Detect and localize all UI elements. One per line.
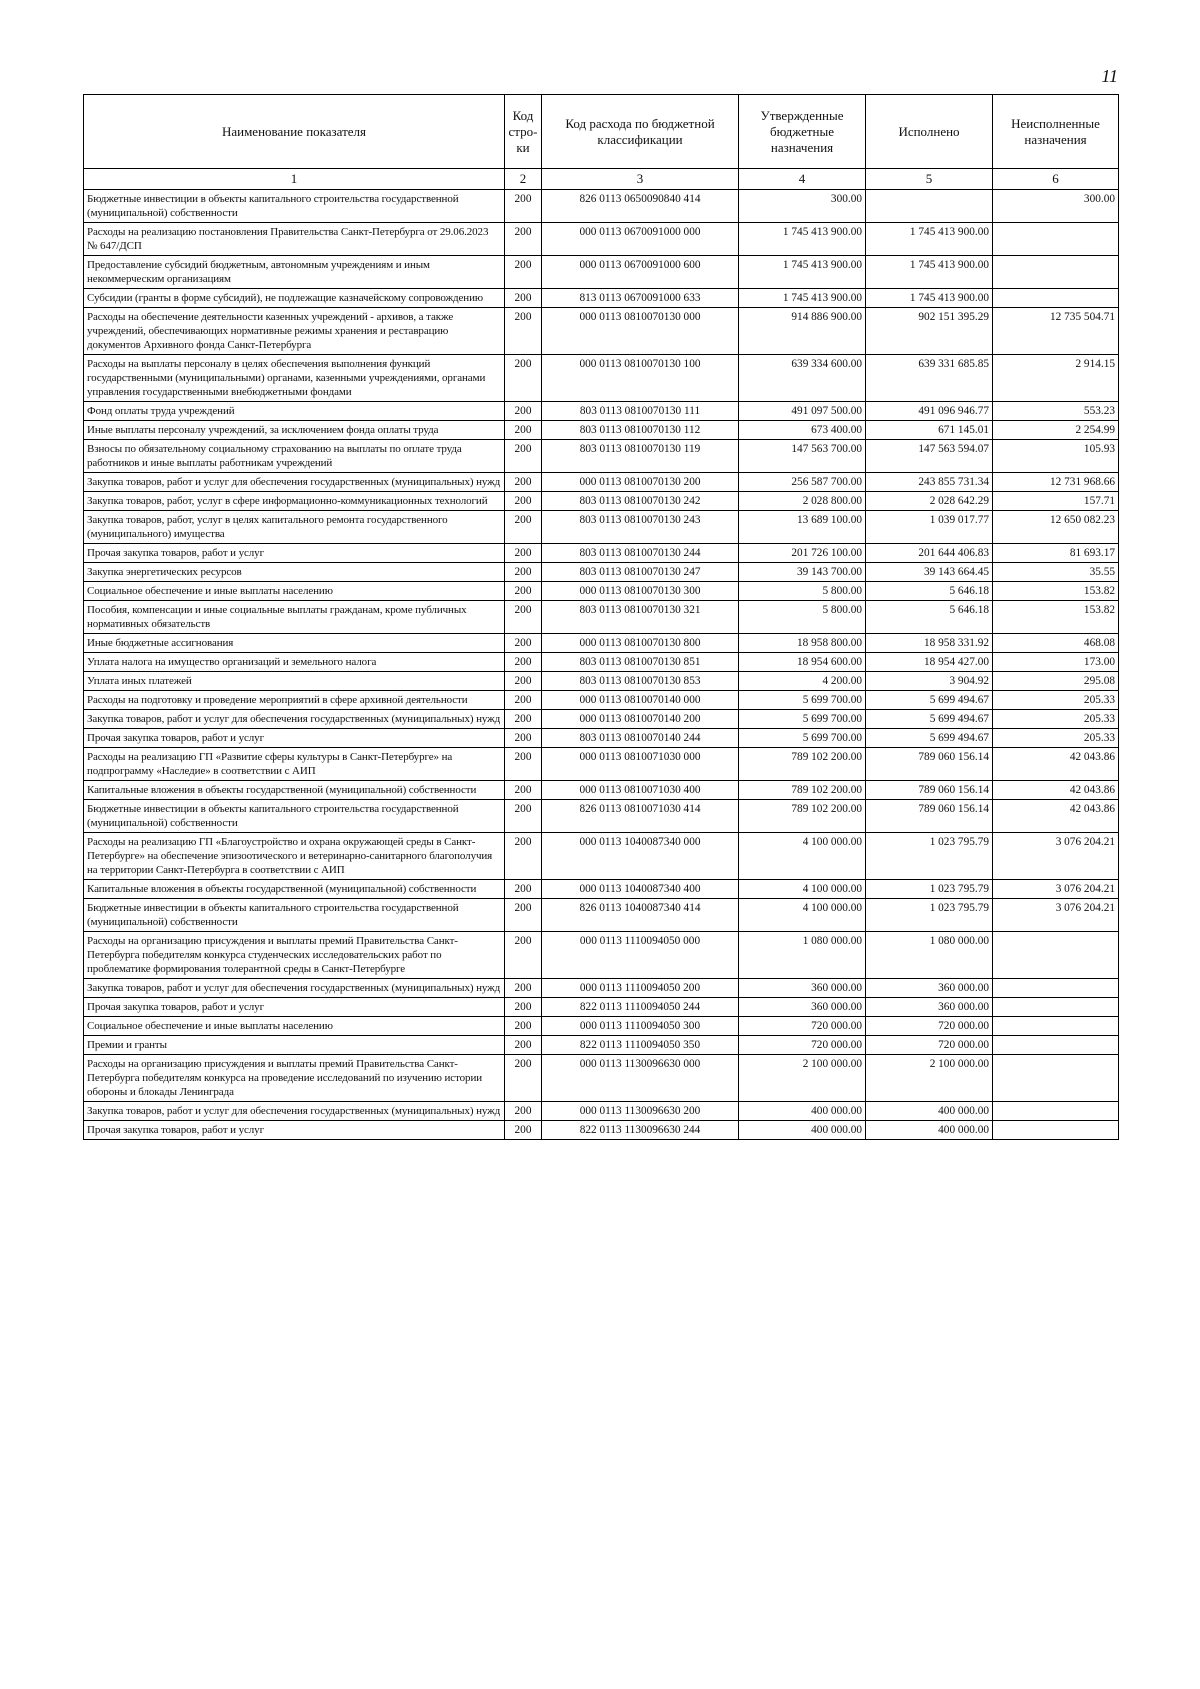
cell-name: Пособия, компенсации и иные социальные выплаты гражданам, кроме публичных нормативных обязательств bbox=[84, 601, 505, 634]
cell-unexecuted bbox=[993, 1055, 1119, 1102]
page-number: 11 bbox=[1101, 66, 1118, 86]
table-row bbox=[84, 1121, 1119, 1140]
cell-approved: 2 100 000.00 bbox=[739, 1055, 866, 1102]
cell-line-code: 200 bbox=[505, 1102, 542, 1121]
cell-budget-code: 000 0113 1110094050 000 bbox=[542, 932, 739, 979]
cell-line-code: 200 bbox=[505, 289, 542, 308]
cell-approved: 720 000.00 bbox=[739, 1036, 866, 1055]
table-row bbox=[84, 190, 1119, 223]
table-row bbox=[84, 998, 1119, 1017]
cell-approved: 2 028 800.00 bbox=[739, 492, 866, 511]
column-number: 5 bbox=[866, 169, 993, 190]
column-number: 3 bbox=[542, 169, 739, 190]
cell-approved: 5 699 700.00 bbox=[739, 729, 866, 748]
cell-approved: 914 886 900.00 bbox=[739, 308, 866, 355]
table-row bbox=[84, 748, 1119, 781]
cell-executed: 1 745 413 900.00 bbox=[866, 223, 993, 256]
cell-line-code: 200 bbox=[505, 1036, 542, 1055]
cell-line-code: 200 bbox=[505, 781, 542, 800]
cell-executed: 639 331 685.85 bbox=[866, 355, 993, 402]
cell-unexecuted: 295.08 bbox=[993, 672, 1119, 691]
cell-approved: 300.00 bbox=[739, 190, 866, 223]
cell-executed: 5 646.18 bbox=[866, 601, 993, 634]
cell-approved: 147 563 700.00 bbox=[739, 440, 866, 473]
cell-budget-code: 000 0113 0670091000 000 bbox=[542, 223, 739, 256]
cell-executed: 18 958 331.92 bbox=[866, 634, 993, 653]
cell-line-code: 200 bbox=[505, 1017, 542, 1036]
cell-unexecuted: 42 043.86 bbox=[993, 748, 1119, 781]
table-row bbox=[84, 402, 1119, 421]
cell-unexecuted: 205.33 bbox=[993, 691, 1119, 710]
column-number: 2 bbox=[505, 169, 542, 190]
cell-name: Закупка товаров, работ и услуг для обеспечения государственных (муниципальных) нужд bbox=[84, 710, 505, 729]
cell-executed: 1 745 413 900.00 bbox=[866, 289, 993, 308]
table-row bbox=[84, 256, 1119, 289]
cell-name: Бюджетные инвестиции в объекты капитального строительства государственной (муниципальной) собственности bbox=[84, 899, 505, 932]
column-number: 6 bbox=[993, 169, 1119, 190]
cell-executed: 720 000.00 bbox=[866, 1036, 993, 1055]
cell-line-code: 200 bbox=[505, 691, 542, 710]
cell-name: Прочая закупка товаров, работ и услуг bbox=[84, 544, 505, 563]
cell-unexecuted bbox=[993, 223, 1119, 256]
cell-line-code: 200 bbox=[505, 899, 542, 932]
header-approved: Утвержденные бюджетные назначения bbox=[739, 95, 866, 169]
cell-executed: 1 745 413 900.00 bbox=[866, 256, 993, 289]
cell-budget-code: 803 0113 0810070130 119 bbox=[542, 440, 739, 473]
cell-line-code: 200 bbox=[505, 1055, 542, 1102]
cell-executed: 5 646.18 bbox=[866, 582, 993, 601]
cell-budget-code: 803 0113 0810070130 242 bbox=[542, 492, 739, 511]
header-line-code: Код стро-ки bbox=[505, 95, 542, 169]
cell-executed: 789 060 156.14 bbox=[866, 800, 993, 833]
cell-unexecuted bbox=[993, 1121, 1119, 1140]
cell-name: Расходы на реализацию ГП «Благоустройство и охрана окружающей среды в Санкт-Петербурге» на обеспечение эпизоотического и ветеринарно-санитарного благополучия на территории Санкт-Петербурга в соответствии с АИП bbox=[84, 833, 505, 880]
cell-unexecuted bbox=[993, 932, 1119, 979]
cell-budget-code: 826 0113 0650090840 414 bbox=[542, 190, 739, 223]
cell-approved: 400 000.00 bbox=[739, 1102, 866, 1121]
cell-executed: 1 039 017.77 bbox=[866, 511, 993, 544]
cell-budget-code: 803 0113 0810070130 244 bbox=[542, 544, 739, 563]
table-row bbox=[84, 1055, 1119, 1102]
cell-executed: 360 000.00 bbox=[866, 998, 993, 1017]
cell-name: Бюджетные инвестиции в объекты капитального строительства государственной (муниципальной) собственности bbox=[84, 190, 505, 223]
column-number: 4 bbox=[739, 169, 866, 190]
table-row bbox=[84, 582, 1119, 601]
cell-budget-code: 813 0113 0670091000 633 bbox=[542, 289, 739, 308]
cell-executed: 5 699 494.67 bbox=[866, 691, 993, 710]
cell-approved: 639 334 600.00 bbox=[739, 355, 866, 402]
cell-approved: 256 587 700.00 bbox=[739, 473, 866, 492]
cell-name: Расходы на выплаты персоналу в целях обеспечения выполнения функций государственными (муниципальными) органами, казенными учреждениями, органами управления государственными внебюджетными фондами bbox=[84, 355, 505, 402]
cell-line-code: 200 bbox=[505, 748, 542, 781]
cell-unexecuted: 2 914.15 bbox=[993, 355, 1119, 402]
cell-unexecuted bbox=[993, 289, 1119, 308]
cell-approved: 789 102 200.00 bbox=[739, 748, 866, 781]
cell-line-code: 200 bbox=[505, 440, 542, 473]
cell-approved: 18 958 800.00 bbox=[739, 634, 866, 653]
cell-name: Закупка энергетических ресурсов bbox=[84, 563, 505, 582]
cell-name: Расходы на организацию присуждения и выплаты премий Правительства Санкт-Петербурга победителям конкурса студенческих исследовательских работ по проблематике формирования толерантной среды в Санкт-Петербурге bbox=[84, 932, 505, 979]
cell-line-code: 200 bbox=[505, 653, 542, 672]
cell-executed: 789 060 156.14 bbox=[866, 781, 993, 800]
cell-unexecuted: 468.08 bbox=[993, 634, 1119, 653]
table-row bbox=[84, 710, 1119, 729]
cell-budget-code: 000 0113 0810070130 800 bbox=[542, 634, 739, 653]
cell-unexecuted: 12 735 504.71 bbox=[993, 308, 1119, 355]
table-row bbox=[84, 563, 1119, 582]
cell-approved: 789 102 200.00 bbox=[739, 800, 866, 833]
cell-budget-code: 000 0113 1110094050 300 bbox=[542, 1017, 739, 1036]
cell-executed: 5 699 494.67 bbox=[866, 710, 993, 729]
cell-approved: 4 100 000.00 bbox=[739, 899, 866, 932]
cell-executed: 400 000.00 bbox=[866, 1102, 993, 1121]
cell-unexecuted: 205.33 bbox=[993, 729, 1119, 748]
table-row bbox=[84, 1017, 1119, 1036]
cell-approved: 5 699 700.00 bbox=[739, 710, 866, 729]
cell-approved: 673 400.00 bbox=[739, 421, 866, 440]
cell-executed: 1 080 000.00 bbox=[866, 932, 993, 979]
table-body bbox=[84, 190, 1119, 1140]
cell-name: Капитальные вложения в объекты государственной (муниципальной) собственности bbox=[84, 880, 505, 899]
cell-approved: 1 080 000.00 bbox=[739, 932, 866, 979]
cell-unexecuted: 3 076 204.21 bbox=[993, 899, 1119, 932]
cell-budget-code: 000 0113 1040087340 000 bbox=[542, 833, 739, 880]
cell-unexecuted: 12 650 082.23 bbox=[993, 511, 1119, 544]
cell-approved: 400 000.00 bbox=[739, 1121, 866, 1140]
cell-budget-code: 826 0113 0810071030 414 bbox=[542, 800, 739, 833]
table-row bbox=[84, 492, 1119, 511]
cell-budget-code: 826 0113 1040087340 414 bbox=[542, 899, 739, 932]
cell-unexecuted bbox=[993, 256, 1119, 289]
table-row bbox=[84, 601, 1119, 634]
cell-approved: 4 100 000.00 bbox=[739, 880, 866, 899]
cell-approved: 18 954 600.00 bbox=[739, 653, 866, 672]
cell-budget-code: 822 0113 1130096630 244 bbox=[542, 1121, 739, 1140]
cell-executed: 1 023 795.79 bbox=[866, 880, 993, 899]
cell-name: Расходы на реализацию ГП «Развитие сферы культуры в Санкт-Петербурге» на подпрограмму «Наследие» в соответствии с АИП bbox=[84, 748, 505, 781]
cell-executed: 2 100 000.00 bbox=[866, 1055, 993, 1102]
cell-unexecuted: 42 043.86 bbox=[993, 781, 1119, 800]
cell-budget-code: 000 0113 0810071030 400 bbox=[542, 781, 739, 800]
cell-executed: 902 151 395.29 bbox=[866, 308, 993, 355]
cell-line-code: 200 bbox=[505, 932, 542, 979]
cell-approved: 1 745 413 900.00 bbox=[739, 289, 866, 308]
cell-unexecuted: 205.33 bbox=[993, 710, 1119, 729]
cell-name: Капитальные вложения в объекты государственной (муниципальной) собственности bbox=[84, 781, 505, 800]
cell-executed: 720 000.00 bbox=[866, 1017, 993, 1036]
cell-unexecuted: 3 076 204.21 bbox=[993, 880, 1119, 899]
cell-budget-code: 822 0113 1110094050 244 bbox=[542, 998, 739, 1017]
cell-budget-code: 803 0113 0810070130 247 bbox=[542, 563, 739, 582]
cell-unexecuted bbox=[993, 1102, 1119, 1121]
cell-line-code: 200 bbox=[505, 601, 542, 634]
cell-line-code: 200 bbox=[505, 544, 542, 563]
table-row bbox=[84, 979, 1119, 998]
cell-line-code: 200 bbox=[505, 223, 542, 256]
cell-line-code: 200 bbox=[505, 833, 542, 880]
cell-unexecuted: 3 076 204.21 bbox=[993, 833, 1119, 880]
cell-executed: 201 644 406.83 bbox=[866, 544, 993, 563]
table-row bbox=[84, 511, 1119, 544]
table-row bbox=[84, 544, 1119, 563]
cell-line-code: 200 bbox=[505, 308, 542, 355]
cell-line-code: 200 bbox=[505, 355, 542, 402]
cell-budget-code: 803 0113 0810070140 244 bbox=[542, 729, 739, 748]
cell-budget-code: 000 0113 1130096630 200 bbox=[542, 1102, 739, 1121]
cell-budget-code: 000 0113 0810070130 300 bbox=[542, 582, 739, 601]
table-row bbox=[84, 899, 1119, 932]
cell-approved: 360 000.00 bbox=[739, 998, 866, 1017]
table-row bbox=[84, 1036, 1119, 1055]
cell-name: Прочая закупка товаров, работ и услуг bbox=[84, 1121, 505, 1140]
cell-name: Расходы на обеспечение деятельности казенных учреждений - архивов, а также учреждений, обеспечивающих нормативные режимы хранения и реставрацию документов Архивного фонда Санкт-Петербурга bbox=[84, 308, 505, 355]
cell-approved: 5 800.00 bbox=[739, 601, 866, 634]
cell-executed: 5 699 494.67 bbox=[866, 729, 993, 748]
header-executed: Исполнено bbox=[866, 95, 993, 169]
cell-unexecuted bbox=[993, 998, 1119, 1017]
table-row bbox=[84, 308, 1119, 355]
cell-executed: 491 096 946.77 bbox=[866, 402, 993, 421]
cell-unexecuted: 105.93 bbox=[993, 440, 1119, 473]
cell-line-code: 200 bbox=[505, 1121, 542, 1140]
cell-line-code: 200 bbox=[505, 634, 542, 653]
cell-budget-code: 000 0113 0810070140 200 bbox=[542, 710, 739, 729]
cell-unexecuted: 153.82 bbox=[993, 582, 1119, 601]
cell-name: Бюджетные инвестиции в объекты капитального строительства государственной (муниципальной) собственности bbox=[84, 800, 505, 833]
header-name: Наименование показателя bbox=[84, 95, 505, 169]
cell-line-code: 200 bbox=[505, 402, 542, 421]
cell-name: Закупка товаров, работ и услуг для обеспечения государственных (муниципальных) нужд bbox=[84, 1102, 505, 1121]
table-row bbox=[84, 932, 1119, 979]
table-row bbox=[84, 800, 1119, 833]
cell-executed: 789 060 156.14 bbox=[866, 748, 993, 781]
cell-line-code: 200 bbox=[505, 190, 542, 223]
cell-name: Прочая закупка товаров, работ и услуг bbox=[84, 729, 505, 748]
cell-name: Уплата налога на имущество организаций и земельного налога bbox=[84, 653, 505, 672]
cell-approved: 201 726 100.00 bbox=[739, 544, 866, 563]
cell-name: Закупка товаров, работ, услуг в целях капитального ремонта государственного (муниципального) имущества bbox=[84, 511, 505, 544]
table-row bbox=[84, 880, 1119, 899]
budget-report-table bbox=[83, 94, 1119, 1140]
cell-name: Уплата иных платежей bbox=[84, 672, 505, 691]
table-row bbox=[84, 473, 1119, 492]
cell-approved: 789 102 200.00 bbox=[739, 781, 866, 800]
cell-executed: 3 904.92 bbox=[866, 672, 993, 691]
cell-executed: 400 000.00 bbox=[866, 1121, 993, 1140]
cell-name: Иные бюджетные ассигнования bbox=[84, 634, 505, 653]
cell-name: Закупка товаров, работ и услуг для обеспечения государственных (муниципальных) нужд bbox=[84, 473, 505, 492]
table-row bbox=[84, 691, 1119, 710]
cell-line-code: 200 bbox=[505, 511, 542, 544]
cell-executed: 147 563 594.07 bbox=[866, 440, 993, 473]
table-row bbox=[84, 653, 1119, 672]
cell-executed: 18 954 427.00 bbox=[866, 653, 993, 672]
cell-name: Премии и гранты bbox=[84, 1036, 505, 1055]
cell-line-code: 200 bbox=[505, 492, 542, 511]
cell-approved: 720 000.00 bbox=[739, 1017, 866, 1036]
cell-name: Фонд оплаты труда учреждений bbox=[84, 402, 505, 421]
cell-unexecuted: 2 254.99 bbox=[993, 421, 1119, 440]
cell-unexecuted: 35.55 bbox=[993, 563, 1119, 582]
cell-line-code: 200 bbox=[505, 473, 542, 492]
table-row bbox=[84, 672, 1119, 691]
cell-budget-code: 000 0113 1040087340 400 bbox=[542, 880, 739, 899]
cell-executed: 1 023 795.79 bbox=[866, 833, 993, 880]
cell-budget-code: 000 0113 1110094050 200 bbox=[542, 979, 739, 998]
cell-unexecuted bbox=[993, 1017, 1119, 1036]
cell-name: Расходы на организацию присуждения и выплаты премий Правительства Санкт-Петербурга победителям конкурса на проведение исследований по изучению истории обороны и блокады Ленинграда bbox=[84, 1055, 505, 1102]
cell-unexecuted: 153.82 bbox=[993, 601, 1119, 634]
table-row bbox=[84, 289, 1119, 308]
cell-budget-code: 000 0113 0810070130 100 bbox=[542, 355, 739, 402]
cell-approved: 491 097 500.00 bbox=[739, 402, 866, 421]
cell-budget-code: 000 0113 0670091000 600 bbox=[542, 256, 739, 289]
cell-line-code: 200 bbox=[505, 672, 542, 691]
cell-budget-code: 000 0113 0810070130 200 bbox=[542, 473, 739, 492]
cell-budget-code: 803 0113 0810070130 321 bbox=[542, 601, 739, 634]
cell-budget-code: 000 0113 0810070130 000 bbox=[542, 308, 739, 355]
cell-budget-code: 000 0113 0810071030 000 bbox=[542, 748, 739, 781]
cell-budget-code: 803 0113 0810070130 111 bbox=[542, 402, 739, 421]
cell-executed: 671 145.01 bbox=[866, 421, 993, 440]
cell-name: Социальное обеспечение и иные выплаты населению bbox=[84, 582, 505, 601]
cell-budget-code: 803 0113 0810070130 853 bbox=[542, 672, 739, 691]
cell-name: Иные выплаты персоналу учреждений, за исключением фонда оплаты труда bbox=[84, 421, 505, 440]
cell-name: Субсидии (гранты в форме субсидий), не подлежащие казначейскому сопровождению bbox=[84, 289, 505, 308]
cell-unexecuted: 42 043.86 bbox=[993, 800, 1119, 833]
cell-line-code: 200 bbox=[505, 710, 542, 729]
cell-unexecuted bbox=[993, 979, 1119, 998]
cell-line-code: 200 bbox=[505, 800, 542, 833]
cell-approved: 1 745 413 900.00 bbox=[739, 223, 866, 256]
cell-budget-code: 803 0113 0810070130 851 bbox=[542, 653, 739, 672]
cell-unexecuted: 553.23 bbox=[993, 402, 1119, 421]
cell-unexecuted: 300.00 bbox=[993, 190, 1119, 223]
cell-approved: 13 689 100.00 bbox=[739, 511, 866, 544]
table-row bbox=[84, 223, 1119, 256]
cell-line-code: 200 bbox=[505, 582, 542, 601]
column-numbers-row bbox=[84, 169, 1119, 190]
cell-unexecuted: 81 693.17 bbox=[993, 544, 1119, 563]
table-row bbox=[84, 421, 1119, 440]
cell-approved: 360 000.00 bbox=[739, 979, 866, 998]
cell-budget-code: 000 0113 1130096630 000 bbox=[542, 1055, 739, 1102]
cell-budget-code: 803 0113 0810070130 112 bbox=[542, 421, 739, 440]
table-header-row bbox=[84, 95, 1119, 169]
table-row bbox=[84, 355, 1119, 402]
cell-line-code: 200 bbox=[505, 563, 542, 582]
table-row bbox=[84, 1102, 1119, 1121]
cell-approved: 5 699 700.00 bbox=[739, 691, 866, 710]
cell-executed: 1 023 795.79 bbox=[866, 899, 993, 932]
cell-budget-code: 822 0113 1110094050 350 bbox=[542, 1036, 739, 1055]
cell-line-code: 200 bbox=[505, 256, 542, 289]
cell-unexecuted: 173.00 bbox=[993, 653, 1119, 672]
cell-name: Закупка товаров, работ и услуг для обеспечения государственных (муниципальных) нужд bbox=[84, 979, 505, 998]
table-row bbox=[84, 781, 1119, 800]
table-row bbox=[84, 634, 1119, 653]
table-row bbox=[84, 440, 1119, 473]
cell-executed bbox=[866, 190, 993, 223]
cell-name: Закупка товаров, работ, услуг в сфере информационно-коммуникационных технологий bbox=[84, 492, 505, 511]
cell-unexecuted bbox=[993, 1036, 1119, 1055]
cell-executed: 2 028 642.29 bbox=[866, 492, 993, 511]
cell-unexecuted: 12 731 968.66 bbox=[993, 473, 1119, 492]
cell-approved: 5 800.00 bbox=[739, 582, 866, 601]
cell-unexecuted: 157.71 bbox=[993, 492, 1119, 511]
cell-executed: 243 855 731.34 bbox=[866, 473, 993, 492]
cell-line-code: 200 bbox=[505, 729, 542, 748]
cell-line-code: 200 bbox=[505, 998, 542, 1017]
cell-approved: 1 745 413 900.00 bbox=[739, 256, 866, 289]
cell-name: Расходы на реализацию постановления Правительства Санкт-Петербурга от 29.06.2023 № 647/ДСП bbox=[84, 223, 505, 256]
cell-budget-code: 000 0113 0810070140 000 bbox=[542, 691, 739, 710]
cell-line-code: 200 bbox=[505, 421, 542, 440]
header-budget-code: Код расхода по бюджетной классификации bbox=[542, 95, 739, 169]
table-row bbox=[84, 729, 1119, 748]
cell-approved: 39 143 700.00 bbox=[739, 563, 866, 582]
cell-name: Взносы по обязательному социальному страхованию на выплаты по оплате труда работников и иные выплаты работникам учреждений bbox=[84, 440, 505, 473]
header-unexecuted: Неисполненные назначения bbox=[993, 95, 1119, 169]
cell-budget-code: 803 0113 0810070130 243 bbox=[542, 511, 739, 544]
cell-name: Социальное обеспечение и иные выплаты населению bbox=[84, 1017, 505, 1036]
cell-name: Предоставление субсидий бюджетным, автономным учреждениям и иным некоммерческим организациям bbox=[84, 256, 505, 289]
cell-line-code: 200 bbox=[505, 880, 542, 899]
cell-line-code: 200 bbox=[505, 979, 542, 998]
cell-approved: 4 100 000.00 bbox=[739, 833, 866, 880]
table-row bbox=[84, 833, 1119, 880]
cell-executed: 39 143 664.45 bbox=[866, 563, 993, 582]
cell-name: Прочая закупка товаров, работ и услуг bbox=[84, 998, 505, 1017]
cell-approved: 4 200.00 bbox=[739, 672, 866, 691]
cell-name: Расходы на подготовку и проведение мероприятий в сфере архивной деятельности bbox=[84, 691, 505, 710]
cell-executed: 360 000.00 bbox=[866, 979, 993, 998]
column-number: 1 bbox=[84, 169, 505, 190]
